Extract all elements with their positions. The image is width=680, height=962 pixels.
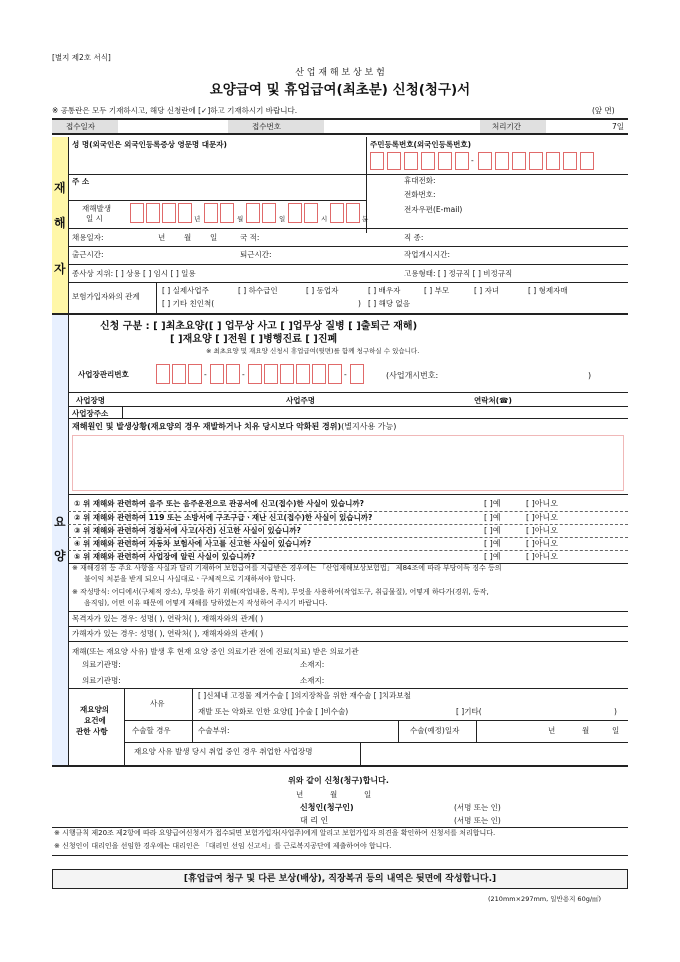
note-1-line-1: ※ 재해경위 등 주요 사항을 사실과 달리 기재하여 보험급여를 지급받은 경우에는 「산업재해보상보험법」 제84조에 따라 부당이득 징수 등의 (72, 564, 502, 572)
accident-datetime-label-2: 일 시 (86, 214, 103, 223)
question-no-checkbox[interactable]: [ ]아니오 (526, 526, 558, 535)
reason-label: 사유 (150, 699, 165, 708)
question-text: ⑤ 위 재해와 관련하여 사업장에 알린 사실이 있습니까? (74, 552, 256, 561)
back-notice: [휴업급여 청구 및 다른 보상(배상), 직장복귀 등의 내역은 뒷면에 작성합니다.] (183, 874, 497, 884)
question-no-checkbox[interactable]: [ ]아니오 (526, 499, 558, 508)
question-yes-checkbox[interactable]: [ ]예 (484, 499, 501, 508)
relation-option-parent[interactable]: [ ] 부모 (424, 286, 450, 295)
relation-option-spouse[interactable]: [ ] 배우자 (368, 286, 401, 295)
question-row (68, 550, 628, 563)
reason-options-row-1[interactable]: [ ]신체내 고정물 제거수술 [ ]의지장착을 위한 재수술 [ ]치과보철 (198, 691, 411, 700)
agent-label: 대 리 인 (300, 816, 329, 825)
address-field[interactable] (90, 176, 360, 198)
instruction-text: ※ 공통란은 모두 기재하시고, 해당 신청란에 [✓]하고 기재하시기 바랍니다. (52, 106, 298, 115)
nationality-label: 국 적: (240, 233, 260, 242)
note-2-line-2: 음직임), 어떤 이유 때문에 어떻게 재해를 당하였는지 작성하여 주시기 바랍니다. (84, 599, 328, 607)
recare-label-3: 관한 사항 (76, 727, 108, 736)
relation-label: 보험가입자와의 관계 (72, 292, 140, 301)
victim-label-2: 해 (54, 216, 66, 230)
cause-label: 재해원인 및 발생상황(재요양의 경우 재발하거나 치유 당시보다 악화된 경위) (72, 422, 342, 431)
form-subtitle: 산 업 재 해 보 상 보 험 (295, 68, 385, 78)
rrn-label: 주민등록번호(외국인등록번호) (370, 140, 472, 149)
reason-options-row-2[interactable]: 재발 또는 악화로 인한 요양([ ]수술 [ ]비수술) (198, 707, 349, 716)
hospital-1-addr-label: 소재지: (300, 660, 325, 669)
question-no-checkbox[interactable]: [ ]아니오 (526, 552, 558, 561)
care-label-2: 양 (54, 549, 66, 563)
footnote-2: ※ 신청인이 대리인을 선임한 경우에는 대리인은 「대리인 선임 신고서」를 근로복지공단에 제출하여야 합니다. (54, 842, 392, 850)
work-start-time-label: 작업개시시간: (404, 250, 450, 259)
reason-option-other[interactable]: [ ]기타( (456, 707, 482, 716)
phone-label: 전화번호: (404, 190, 436, 199)
paper-spec: (210mm×297mm, 일반용지 60g/㎡) (488, 895, 602, 903)
question-row (68, 524, 628, 537)
apply-type-row-1[interactable]: 신청 구분 : [ ]최초요양([ ] 업무상 사고 [ ]업무상 질병 [ ]출퇴근 재해) (100, 321, 418, 332)
applicant-label: 신청인(청구인) (300, 803, 354, 812)
hire-date-label: 채용일자: (72, 233, 104, 242)
question-text: ② 위 재해와 관련하여 119 또는 소방서에 구조구급ㆍ재난 신고(접수)한 사실이 있습니까? (74, 513, 373, 522)
question-no-checkbox[interactable]: [ ]아니오 (526, 539, 558, 548)
question-divider (68, 550, 628, 551)
surgery-date-label: 수술(예정)일자 (410, 726, 460, 735)
victim-label-1: 재 (54, 181, 66, 195)
accident-datetime-input[interactable]: 년 월 일 시 분 (130, 203, 366, 225)
question-divider (68, 537, 628, 538)
victim-label-3: 자 (54, 262, 66, 276)
surgery-site-label: 수술부위: (198, 726, 230, 735)
processing-period-label: 처리기간 (492, 122, 521, 131)
relation-option-subcontractor[interactable]: [ ] 하수급인 (238, 286, 278, 295)
relation-option-child[interactable]: [ ] 자녀 (474, 286, 500, 295)
job-type-label: 직 종: (404, 233, 424, 242)
question-yes-checkbox[interactable]: [ ]예 (484, 513, 501, 522)
receipt-row (52, 118, 628, 135)
declaration-statement: 위와 같이 신청(청구)합니다. (288, 776, 389, 785)
footnote-1: ※ 시행규칙 제20조 제2항에 따라 요양급여신청서가 접수되면 보험가입자(사업주)에게 알리고 보험가입자 의견을 확인하여 신청서를 처리합니다. (54, 829, 496, 837)
receipt-number-label: 접수번호 (252, 122, 281, 131)
question-yes-checkbox[interactable]: [ ]예 (484, 552, 501, 561)
name-field[interactable] (72, 152, 362, 172)
question-row (68, 537, 628, 550)
recare-label-2: 요건에 (84, 716, 106, 725)
workplace-label: 재요양 사유 발생 당시 취업 중인 경우 취업한 사업장명 (134, 747, 313, 756)
note-1-line-2: 불이익 처분을 받게 되오니 사실대로ㆍ구체적으로 기재하셔야 합니다. (84, 575, 296, 583)
surgery-label: 수술할 경우 (132, 726, 171, 735)
relation-option-owner[interactable]: [ ] 실제사업주 (162, 286, 209, 295)
note-2-line-1: ※ 작성방식: 어디에서(구체적 장소), 무엇을 하기 위해(작업내용, 목적), 무엇을 사용하여(작업도구, 취급물질), 어떻게 하다가(경위, 동작, (72, 588, 489, 596)
question-text: ④ 위 재해와 관련하여 자동차 보험사에 사고를 신고한 사실이 있습니까? (74, 539, 312, 548)
question-divider (68, 524, 628, 525)
question-row (68, 511, 628, 524)
email-label: 전자우편(E-mail) (404, 205, 463, 214)
page-title: 요양급여 및 휴업급여(최초분) 신청(청구)서 (209, 82, 471, 98)
address-label: 주 소 (72, 177, 90, 186)
hospital-1-name-label: 의료기관명: (82, 660, 121, 669)
accident-datetime-label: 재해발생 (82, 204, 111, 213)
relation-option-relative[interactable]: [ ] 기타 친인척( (162, 299, 215, 308)
employment-type-options[interactable]: 고용형태: [ ] 정규직 [ ] 비정규직 (404, 269, 513, 278)
question-row (68, 497, 628, 510)
apply-type-row-2[interactable]: [ ]재요양 [ ]전원 [ ]병행진료 [ ]진폐 (170, 334, 338, 345)
rrn-input[interactable]: - (370, 152, 628, 172)
relation-option-sibling[interactable]: [ ] 형제자매 (528, 286, 568, 295)
biz-start-label: (사업개시번호: (386, 371, 439, 380)
leave-time-label: 퇴근시간: (240, 250, 272, 259)
question-yes-checkbox[interactable]: [ ]예 (484, 539, 501, 548)
receipt-date-label: 접수일자 (66, 122, 95, 131)
relation-option-partner[interactable]: [ ] 동업자 (306, 286, 339, 295)
hospital-2-name-label: 의료기관명: (82, 676, 121, 685)
question-text: ③ 위 재해와 관련하여 경찰서에 사고(사건) 신고한 사실이 있습니까? (74, 526, 301, 535)
biz-address-field[interactable] (124, 407, 624, 417)
job-status-options[interactable]: 종사상 지위: [ ] 상용 [ ] 임시 [ ] 일용 (72, 269, 196, 278)
hospital-2-addr-label: 소재지: (300, 676, 325, 685)
biz-no-input[interactable]: - - - (156, 364, 386, 386)
commute-time-label: 출근시간: (72, 250, 104, 259)
question-no-checkbox[interactable]: [ ]아니오 (526, 513, 558, 522)
form-code: [별지 제2호 서식] (52, 53, 111, 62)
care-label-1: 요 (54, 515, 66, 529)
question-text: ① 위 재해와 관련하여 음주 또는 음주운전으로 관공서에 신고(접수)한 사실이 있습니까? (74, 499, 364, 508)
apply-note: ※ 최초요양 및 재요양 신청시 휴업급여(뒷면)를 함께 청구하실 수 있습니다. (206, 347, 420, 355)
witness-row[interactable]: 목격자가 있는 경우: 성명( ), 연락처( ), 재해자와의 관계( ) (72, 614, 264, 623)
agent-sign[interactable]: (서명 또는 인) (454, 816, 501, 825)
biz-address-label: 사업장주소 (72, 409, 109, 418)
processing-period-value: 7일 (612, 122, 625, 131)
receipt-number-field[interactable] (324, 120, 480, 133)
back-notice-box (52, 869, 628, 889)
cause-textarea[interactable] (72, 435, 624, 491)
offender-row[interactable]: 가해자가 있는 경우: 성명( ), 연락처( ), 재해자와의 관계( ) (72, 629, 264, 638)
page-side-label: (앞 면) (592, 106, 615, 115)
relation-option-none[interactable]: [ ] 해당 없음 (368, 299, 410, 308)
biz-no-label: 사업장관리번호 (78, 370, 129, 379)
mobile-label: 휴대전화: (404, 176, 436, 185)
biz-owner-label: 사업주명 (286, 396, 315, 405)
biz-name-label: 사업장명 (76, 396, 105, 405)
contact-label: 연락처(☎) (474, 396, 512, 405)
recare-label-1: 재요양의 (80, 705, 109, 714)
receipt-date-field[interactable] (118, 120, 228, 133)
question-divider (68, 511, 628, 512)
name-label: 성 명(외국인은 외국인등록증상 영문명 대문자) (72, 140, 227, 149)
question-yes-checkbox[interactable]: [ ]예 (484, 526, 501, 535)
applicant-sign[interactable]: (서명 또는 인) (454, 803, 501, 812)
prior-hospital-label: 재해(또는 재요양 사유) 발생 후 현재 요양 중인 의료기관 전에 진료(치료) 받은 의료기관 (72, 647, 359, 656)
